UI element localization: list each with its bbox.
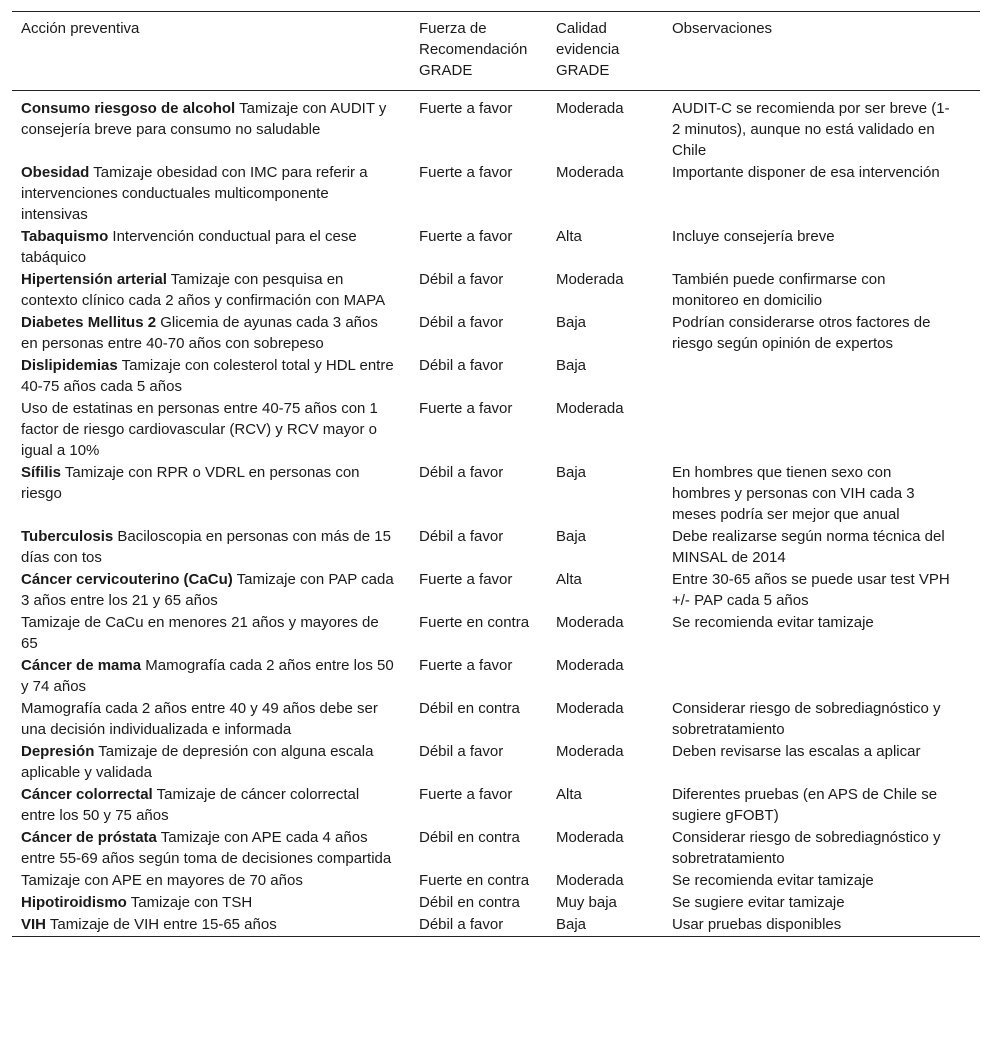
cell-calidad: Alta xyxy=(556,786,582,803)
row-topic: Cáncer de próstata xyxy=(21,829,157,846)
header-row xyxy=(12,12,980,91)
cell-fuerza: Débil en contra xyxy=(419,700,520,717)
header-fuerza: Fuerza de Recomendación GRADE xyxy=(419,20,528,79)
cell-calidad: Baja xyxy=(556,916,587,933)
cell-calidad: Moderada xyxy=(556,829,624,846)
cell-accion xyxy=(12,784,409,827)
row-topic: Consumo riesgoso de alcohol xyxy=(21,100,236,117)
row-topic: Cáncer cervicouterino (CaCu) xyxy=(21,571,233,588)
cell-observaciones xyxy=(662,655,980,698)
row-description: Tamizaje con APE cada 4 años entre 55-69 años según toma de decisiones compartida xyxy=(21,829,392,867)
cell-calidad: Moderada xyxy=(556,100,624,117)
cell-calidad: Baja xyxy=(556,464,587,481)
cell-observaciones: Podrían considerarse otros factores de riesgo según opinión de expertos xyxy=(672,314,931,352)
cell-calidad: Baja xyxy=(556,528,587,545)
cell-observaciones: Deben revisarse las escalas a aplicar xyxy=(672,743,921,760)
row-topic: Hipertensión arterial xyxy=(21,271,167,288)
header-observaciones: Observaciones xyxy=(672,20,773,37)
row-description: Baciloscopia en personas con más de 15 días con tos xyxy=(21,528,391,566)
cell-accion xyxy=(12,741,409,784)
row-description: Tamizaje con RPR o VDRL en personas con riesgo xyxy=(21,464,360,502)
cell-accion xyxy=(12,655,409,698)
table-row xyxy=(12,870,980,892)
table-row xyxy=(12,226,980,269)
table-row xyxy=(12,91,980,163)
cell-accion xyxy=(12,462,409,526)
cell-accion xyxy=(12,612,409,655)
cell-observaciones: AUDIT-C se recomienda por ser breve (1-2 minutos), aunque no está validado en Chile xyxy=(672,100,950,159)
row-topic: Cáncer colorrectal xyxy=(21,786,153,803)
cell-fuerza: Fuerte a favor xyxy=(419,571,513,588)
row-topic: Tuberculosis xyxy=(21,528,114,545)
cell-observaciones: Usar pruebas disponibles xyxy=(672,916,842,933)
cell-fuerza: Débil a favor xyxy=(419,314,504,331)
header-accion: Acción preventiva xyxy=(21,20,140,37)
cell-fuerza: Fuerte en contra xyxy=(419,614,530,631)
cell-observaciones: Entre 30-65 años se puede usar test VPH +/- PAP cada 5 años xyxy=(672,571,950,609)
table-row xyxy=(12,741,980,784)
table-row xyxy=(12,914,980,937)
cell-accion xyxy=(12,398,409,462)
table-row xyxy=(12,892,980,914)
row-description: Mamografía cada 2 años entre los 50 y 74 años xyxy=(21,657,394,695)
table-row xyxy=(12,827,980,870)
cell-accion xyxy=(12,892,409,914)
cell-observaciones: Debe realizarse según norma técnica del MINSAL de 2014 xyxy=(672,528,945,566)
cell-calidad: Moderada xyxy=(556,872,624,889)
row-description: Tamizaje con PAP cada 3 años entre los 21 y 65 años xyxy=(21,571,394,609)
table-row xyxy=(12,355,980,398)
cell-calidad: Moderada xyxy=(556,700,624,717)
cell-observaciones: Considerar riesgo de sobrediagnóstico y sobretratamiento xyxy=(672,700,941,738)
cell-fuerza: Débil a favor xyxy=(419,357,504,374)
row-topic: Diabetes Mellitus 2 xyxy=(21,314,157,331)
table-header xyxy=(12,12,980,91)
cell-calidad: Moderada xyxy=(556,743,624,760)
row-topic: VIH xyxy=(21,916,47,933)
cell-fuerza: Débil en contra xyxy=(419,829,520,846)
row-description: Intervención conductual para el cese tabáquico xyxy=(21,228,357,266)
cell-observaciones: También puede confirmarse con monitoreo en domicilio xyxy=(672,271,886,309)
table-body xyxy=(12,91,980,937)
row-topic: Dislipidemias xyxy=(21,357,118,374)
cell-fuerza: Débil a favor xyxy=(419,916,504,933)
table-row xyxy=(12,462,980,526)
cell-calidad: Baja xyxy=(556,357,587,374)
cell-accion xyxy=(12,526,409,569)
cell-accion xyxy=(12,226,409,269)
cell-accion xyxy=(12,569,409,612)
row-description: Tamizaje obesidad con IMC para referir a intervenciones conductuales multicomponente intensivas xyxy=(21,164,368,223)
cell-accion xyxy=(12,827,409,870)
table-row xyxy=(12,569,980,612)
row-topic: Sífilis xyxy=(21,464,62,481)
cell-fuerza: Débil en contra xyxy=(419,894,520,911)
row-description: Glicemia de ayunas cada 3 años en personas entre 40-70 años con sobrepeso xyxy=(21,314,378,352)
row-description: Tamizaje con pesquisa en contexto clínico cada 2 años y confirmación con MAPA xyxy=(21,271,386,309)
cell-calidad: Alta xyxy=(556,571,582,588)
row-description: Tamizaje de cáncer colorrectal entre los 50 y 75 años xyxy=(21,786,360,824)
cell-accion xyxy=(12,914,409,937)
recommendations-table-wrapper xyxy=(12,11,980,937)
row-description: Mamografía cada 2 años entre 40 y 49 años debe ser una decisión individualizada e informada xyxy=(21,700,378,738)
cell-observaciones: Considerar riesgo de sobrediagnóstico y sobretratamiento xyxy=(672,829,941,867)
row-description: Tamizaje con TSH xyxy=(126,894,253,911)
cell-calidad: Alta xyxy=(556,228,582,245)
cell-observaciones: Diferentes pruebas (en APS de Chile se sugiere gFOBT) xyxy=(672,786,938,824)
cell-accion xyxy=(12,162,409,226)
cell-calidad: Moderada xyxy=(556,271,624,288)
cell-accion xyxy=(12,870,409,892)
cell-calidad: Moderada xyxy=(556,164,624,181)
table-row xyxy=(12,162,980,226)
row-description: Tamizaje de depresión con alguna escala aplicable y validada xyxy=(21,743,374,781)
table-row xyxy=(12,698,980,741)
row-description: Tamizaje con APE en mayores de 70 años xyxy=(21,872,303,889)
cell-accion xyxy=(12,91,409,163)
table-row xyxy=(12,269,980,312)
row-description: Uso de estatinas en personas entre 40-75 años con 1 factor de riesgo cardiovascular (RCV) y RCV mayor o igual a 10% xyxy=(21,400,378,459)
cell-calidad: Moderada xyxy=(556,657,624,674)
row-description: Tamizaje con AUDIT y consejería breve para consumo no saludable xyxy=(21,100,387,138)
cell-fuerza: Fuerte en contra xyxy=(419,872,530,889)
cell-fuerza: Fuerte a favor xyxy=(419,164,513,181)
header-calidad: Calidad evidencia GRADE xyxy=(556,20,620,79)
table-row xyxy=(12,612,980,655)
table-row xyxy=(12,655,980,698)
cell-calidad: Baja xyxy=(556,314,587,331)
cell-calidad: Moderada xyxy=(556,400,624,417)
cell-observaciones: Se recomienda evitar tamizaje xyxy=(672,614,874,631)
table-row xyxy=(12,526,980,569)
row-topic: Tabaquismo xyxy=(21,228,109,245)
row-topic: Obesidad xyxy=(21,164,90,181)
cell-accion xyxy=(12,355,409,398)
cell-observaciones xyxy=(662,355,980,398)
cell-calidad: Muy baja xyxy=(556,894,617,911)
row-description: Tamizaje de VIH entre 15-65 años xyxy=(46,916,277,933)
cell-accion xyxy=(12,698,409,741)
row-topic: Hipotiroidismo xyxy=(21,894,127,911)
cell-observaciones: Importante disponer de esa intervención xyxy=(672,164,940,181)
cell-fuerza: Fuerte a favor xyxy=(419,786,513,803)
cell-accion xyxy=(12,269,409,312)
cell-accion xyxy=(12,312,409,355)
row-description: Tamizaje de CaCu en menores 21 años y mayores de 65 xyxy=(21,614,379,652)
cell-fuerza: Fuerte a favor xyxy=(419,657,513,674)
cell-observaciones: Incluye consejería breve xyxy=(672,228,835,245)
cell-observaciones: Se recomienda evitar tamizaje xyxy=(672,872,874,889)
cell-observaciones: Se sugiere evitar tamizaje xyxy=(672,894,845,911)
cell-fuerza: Fuerte a favor xyxy=(419,400,513,417)
row-topic: Depresión xyxy=(21,743,95,760)
cell-fuerza: Débil a favor xyxy=(419,528,504,545)
cell-observaciones xyxy=(662,398,980,462)
table-row xyxy=(12,312,980,355)
table-row xyxy=(12,784,980,827)
table-row xyxy=(12,398,980,462)
cell-fuerza: Débil a favor xyxy=(419,743,504,760)
recommendations-table xyxy=(12,11,980,937)
cell-fuerza: Débil a favor xyxy=(419,271,504,288)
cell-fuerza: Débil a favor xyxy=(419,464,504,481)
cell-calidad: Moderada xyxy=(556,614,624,631)
row-description: Tamizaje con colesterol total y HDL entre 40-75 años cada 5 años xyxy=(21,357,394,395)
cell-fuerza: Fuerte a favor xyxy=(419,228,513,245)
cell-observaciones: En hombres que tienen sexo con hombres y personas con VIH cada 3 meses podría ser mejor que anual xyxy=(672,464,915,523)
row-topic: Cáncer de mama xyxy=(21,657,142,674)
cell-fuerza: Fuerte a favor xyxy=(419,100,513,117)
